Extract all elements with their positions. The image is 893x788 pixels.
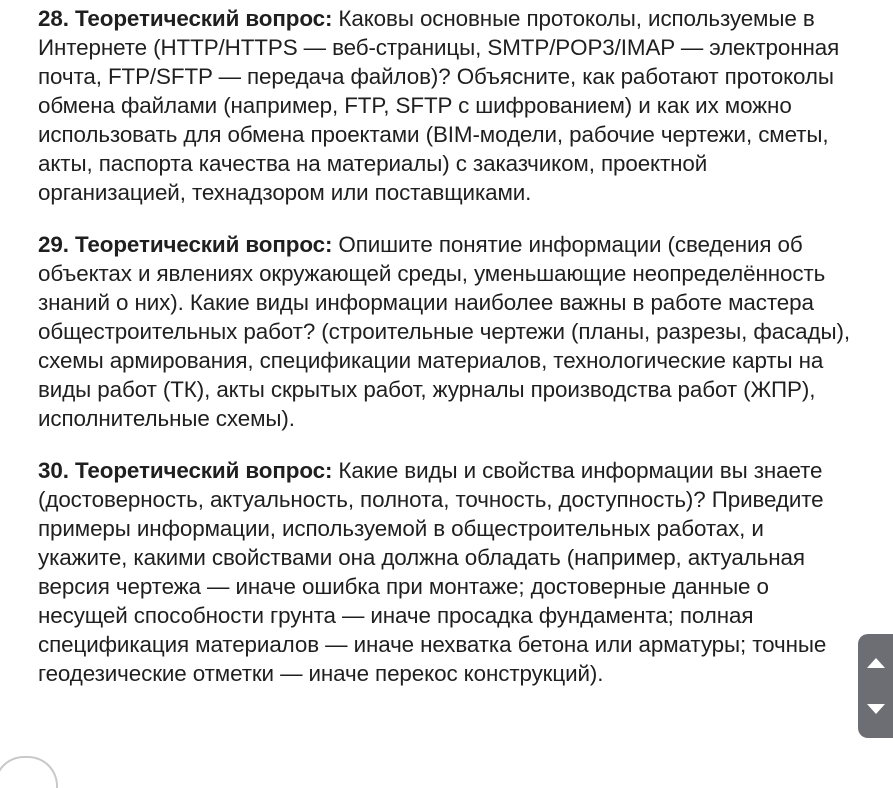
question-heading: 28. Теоретический вопрос: [38, 6, 333, 31]
question-text: Опишите понятие информации (сведения об объектах и явлениях окружающей среды, уменьшающие неопределённость знаний о них). Какие виды информации наиболее важны в работе мастера общестроительных работ? (строительные чертежи (планы, разрезы, фасады), схемы армирования, спецификации материалов, технологические карты на виды работ (ТК), акты скрытых работ, журналы производства работ (ЖПР), исполнительные схемы). [38, 232, 850, 431]
chevron-down-icon [867, 704, 885, 714]
bottom-left-edge-decoration [0, 756, 58, 788]
question-heading: 30. Теоретический вопрос: [38, 458, 333, 483]
scroll-widget [858, 634, 893, 738]
document-content [38, 4, 858, 688]
question-29 [38, 230, 858, 433]
question-text: Какие виды и свойства информации вы знаете (достоверность, актуальность, полнота, точность, доступность)? Приведите примеры информации, используемой в общестроительных работах, и укажите, какими свойствами она должна обладать (например, актуальная версия чертежа — иначе ошибка при монтаже; достоверные данные о несущей способности грунта — иначе просадка фундамента; полная спецификация материалов — иначе нехватка бетона или арматуры; точные геодезические отметки — иначе перекос конструкций). [38, 458, 827, 686]
chevron-up-icon [867, 658, 885, 668]
scroll-down-button[interactable] [858, 684, 893, 734]
question-heading: 29. Теоретический вопрос: [38, 232, 333, 257]
question-30 [38, 456, 858, 688]
question-text: Каковы основные протоколы, используемые в Интернете (HTTP/HTTPS — веб-страницы, SMTP/POP3/IMAP — электронная почта, FTP/SFTP — передача файлов)? Объясните, как работают протоколы обмена файлами (например, FTP, SFTP с шифрованием) и как их можно использовать для обмена проектами (BIM-модели, рабочие чертежи, сметы, акты, паспорта качества на материалы) с заказчиком, проектной организацией, технадзором или поставщиками. [38, 6, 840, 205]
scroll-up-button[interactable] [858, 638, 893, 688]
question-28 [38, 4, 858, 207]
